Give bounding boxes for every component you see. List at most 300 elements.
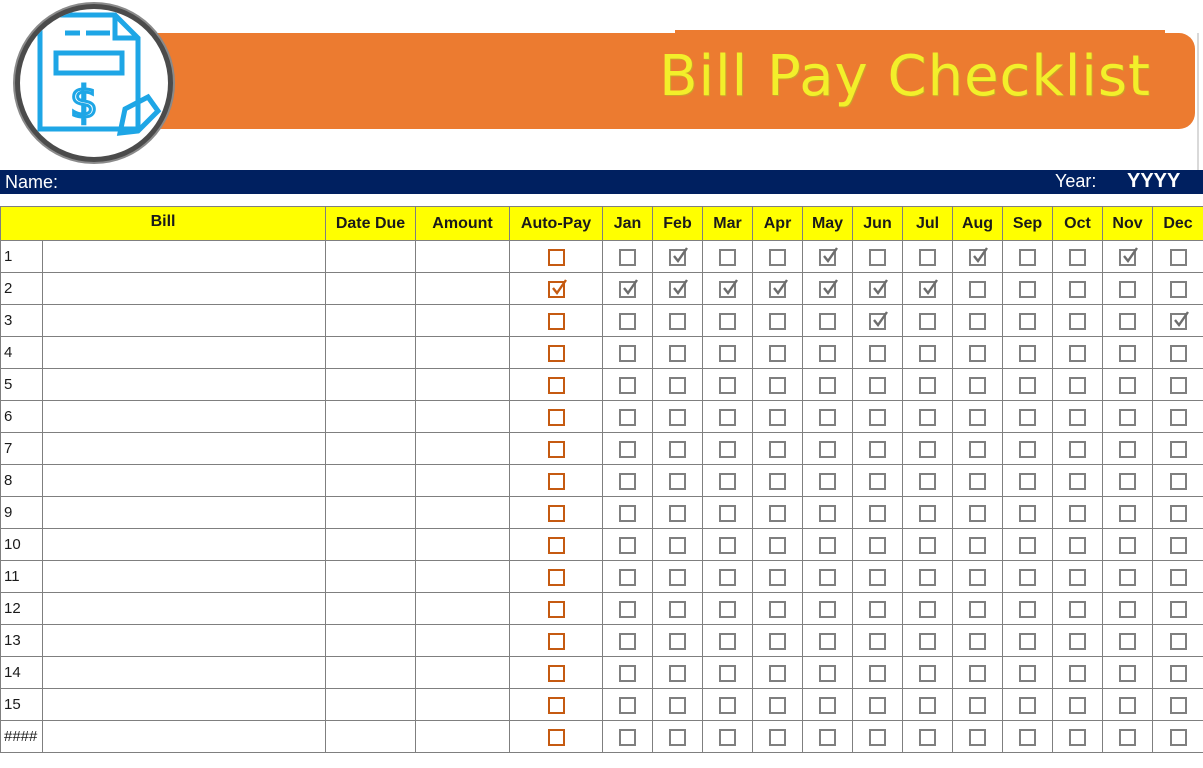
checkbox[interactable] — [1119, 633, 1136, 650]
checkbox[interactable] — [919, 377, 936, 394]
checkbox[interactable] — [719, 633, 736, 650]
date-due-cell[interactable] — [326, 369, 416, 401]
month-cell-jul — [903, 625, 953, 657]
bill-cell[interactable] — [43, 689, 326, 721]
checkbox[interactable] — [669, 505, 686, 522]
checkbox[interactable] — [869, 409, 886, 426]
date-due-cell[interactable] — [326, 529, 416, 561]
checkbox[interactable] — [1019, 537, 1036, 554]
checkbox[interactable] — [1019, 313, 1036, 330]
checkbox[interactable] — [619, 633, 636, 650]
checked-checkbox[interactable] — [669, 249, 686, 266]
checkbox[interactable] — [919, 249, 936, 266]
month-cell-jul — [903, 465, 953, 497]
checkbox[interactable] — [1119, 569, 1136, 586]
checkbox[interactable] — [869, 505, 886, 522]
checkbox[interactable] — [719, 569, 736, 586]
checkbox[interactable] — [719, 729, 736, 746]
checkbox[interactable] — [548, 601, 565, 618]
checkbox[interactable] — [769, 345, 786, 362]
checkbox[interactable] — [1119, 729, 1136, 746]
checkbox[interactable] — [619, 313, 636, 330]
month-cell-sep — [1003, 657, 1053, 689]
checkbox[interactable] — [819, 601, 836, 618]
checkbox[interactable] — [1019, 249, 1036, 266]
checkbox[interactable] — [669, 697, 686, 714]
checkbox[interactable] — [919, 505, 936, 522]
month-cell-nov — [1103, 337, 1153, 369]
checkbox[interactable] — [619, 537, 636, 554]
checkbox[interactable] — [719, 601, 736, 618]
checked-checkbox[interactable] — [819, 281, 836, 298]
checkbox[interactable] — [819, 665, 836, 682]
checkbox[interactable] — [1019, 569, 1036, 586]
amount-cell[interactable] — [416, 529, 510, 561]
check-mark-icon — [1172, 309, 1190, 329]
checkbox[interactable] — [1170, 409, 1187, 426]
checkbox[interactable] — [1019, 505, 1036, 522]
checkbox[interactable] — [1119, 473, 1136, 490]
checkbox[interactable] — [769, 313, 786, 330]
checkbox[interactable] — [619, 697, 636, 714]
checkbox[interactable] — [1069, 505, 1086, 522]
checkbox[interactable] — [969, 441, 986, 458]
month-cell-jan — [603, 689, 653, 721]
month-cell-dec — [1153, 721, 1203, 753]
checkbox[interactable] — [1019, 345, 1036, 362]
checkbox[interactable] — [769, 505, 786, 522]
checkbox[interactable] — [719, 409, 736, 426]
date-due-cell[interactable] — [326, 337, 416, 369]
checkbox[interactable] — [919, 601, 936, 618]
bill-cell[interactable] — [43, 337, 326, 369]
amount-cell[interactable] — [416, 241, 510, 273]
checkbox[interactable] — [919, 537, 936, 554]
checkbox[interactable] — [719, 665, 736, 682]
checkbox[interactable] — [548, 409, 565, 426]
check-mark-icon — [1121, 245, 1139, 265]
date-due-cell[interactable] — [326, 625, 416, 657]
checkbox[interactable] — [1069, 473, 1086, 490]
checkbox[interactable] — [719, 537, 736, 554]
checkbox[interactable] — [869, 569, 886, 586]
date-due-cell[interactable] — [326, 689, 416, 721]
checkbox[interactable] — [819, 697, 836, 714]
checkbox[interactable] — [869, 377, 886, 394]
month-cell-mar — [703, 721, 753, 753]
checked-checkbox[interactable] — [869, 313, 886, 330]
checkbox[interactable] — [1069, 569, 1086, 586]
bill-cell[interactable] — [43, 465, 326, 497]
checkbox[interactable] — [719, 377, 736, 394]
month-cell-jul — [903, 337, 953, 369]
date-due-cell[interactable] — [326, 273, 416, 305]
checkbox[interactable] — [669, 633, 686, 650]
checkbox[interactable] — [548, 537, 565, 554]
checkbox[interactable] — [669, 601, 686, 618]
checkbox[interactable] — [919, 441, 936, 458]
checkbox[interactable] — [769, 377, 786, 394]
checkbox[interactable] — [1019, 473, 1036, 490]
date-due-cell[interactable] — [326, 241, 416, 273]
checkbox[interactable] — [719, 345, 736, 362]
amount-cell[interactable] — [416, 369, 510, 401]
amount-cell[interactable] — [416, 625, 510, 657]
month-cell-dec — [1153, 241, 1203, 273]
checkbox[interactable] — [819, 633, 836, 650]
checkbox[interactable] — [769, 441, 786, 458]
checkbox[interactable] — [969, 633, 986, 650]
checkbox[interactable] — [1170, 377, 1187, 394]
checkbox[interactable] — [819, 729, 836, 746]
checkbox[interactable] — [1069, 601, 1086, 618]
checkbox[interactable] — [969, 697, 986, 714]
checkbox[interactable] — [1170, 569, 1187, 586]
checkbox[interactable] — [1069, 537, 1086, 554]
month-cell-oct — [1053, 593, 1103, 625]
checked-checkbox[interactable] — [619, 281, 636, 298]
checkbox[interactable] — [869, 441, 886, 458]
checkbox[interactable] — [819, 313, 836, 330]
month-cell-aug — [953, 273, 1003, 305]
checkbox[interactable] — [919, 569, 936, 586]
checkbox[interactable] — [719, 473, 736, 490]
checkbox[interactable] — [1170, 441, 1187, 458]
checkbox[interactable] — [919, 697, 936, 714]
checkbox[interactable] — [1170, 697, 1187, 714]
month-cell-nov — [1103, 273, 1153, 305]
checkbox[interactable] — [1170, 537, 1187, 554]
checkbox[interactable] — [1119, 665, 1136, 682]
checkbox[interactable] — [669, 441, 686, 458]
month-cell-jul — [903, 689, 953, 721]
checkbox[interactable] — [548, 313, 565, 330]
amount-cell[interactable] — [416, 337, 510, 369]
checkbox[interactable] — [1119, 345, 1136, 362]
checked-checkbox[interactable] — [919, 281, 936, 298]
checkbox[interactable] — [1119, 537, 1136, 554]
checkbox[interactable] — [769, 473, 786, 490]
date-due-cell[interactable] — [326, 721, 416, 753]
checkbox[interactable] — [619, 665, 636, 682]
checkbox[interactable] — [1170, 665, 1187, 682]
checkbox[interactable] — [619, 249, 636, 266]
checkbox[interactable] — [1170, 601, 1187, 618]
checkbox[interactable] — [969, 345, 986, 362]
checkbox[interactable] — [1069, 313, 1086, 330]
checkbox[interactable] — [1019, 377, 1036, 394]
checked-checkbox[interactable] — [1170, 313, 1187, 330]
checkbox[interactable] — [769, 665, 786, 682]
checked-checkbox[interactable] — [819, 249, 836, 266]
date-due-cell[interactable] — [326, 497, 416, 529]
checkbox[interactable] — [1069, 409, 1086, 426]
month-cell-aug — [953, 465, 1003, 497]
bill-cell[interactable] — [43, 593, 326, 625]
checkbox[interactable] — [769, 537, 786, 554]
month-cell-may — [803, 689, 853, 721]
checkbox[interactable] — [619, 409, 636, 426]
month-cell-sep — [1003, 273, 1053, 305]
checkbox[interactable] — [548, 345, 565, 362]
checkbox[interactable] — [869, 665, 886, 682]
amount-cell[interactable] — [416, 561, 510, 593]
month-cell-jan — [603, 593, 653, 625]
checkbox[interactable] — [669, 569, 686, 586]
checkbox[interactable] — [619, 441, 636, 458]
month-cell-may — [803, 273, 853, 305]
checkbox[interactable] — [719, 505, 736, 522]
checkbox[interactable] — [869, 537, 886, 554]
checkbox[interactable] — [819, 505, 836, 522]
checkbox[interactable] — [869, 729, 886, 746]
bill-cell[interactable] — [43, 721, 326, 753]
checkbox[interactable] — [969, 473, 986, 490]
table-row — [1, 273, 1203, 305]
checkbox[interactable] — [1170, 281, 1187, 298]
month-cell-aug — [953, 657, 1003, 689]
checkbox[interactable] — [969, 537, 986, 554]
checkbox[interactable] — [548, 569, 565, 586]
month-cell-sep — [1003, 465, 1053, 497]
checkbox[interactable] — [669, 729, 686, 746]
bill-cell[interactable] — [43, 305, 326, 337]
bill-cell[interactable] — [43, 529, 326, 561]
checkbox[interactable] — [869, 249, 886, 266]
amount-cell[interactable] — [416, 465, 510, 497]
month-cell-sep — [1003, 401, 1053, 433]
checked-checkbox[interactable] — [719, 281, 736, 298]
bill-cell[interactable] — [43, 497, 326, 529]
checkbox[interactable] — [769, 601, 786, 618]
checkbox[interactable] — [1170, 633, 1187, 650]
amount-cell[interactable] — [416, 273, 510, 305]
month-cell-may — [803, 721, 853, 753]
checkbox[interactable] — [969, 505, 986, 522]
bill-cell[interactable] — [43, 241, 326, 273]
checkbox[interactable] — [769, 409, 786, 426]
checkbox[interactable] — [719, 313, 736, 330]
checkbox[interactable] — [1019, 601, 1036, 618]
checkbox[interactable] — [819, 473, 836, 490]
month-cell-feb — [653, 465, 703, 497]
date-due-cell[interactable] — [326, 401, 416, 433]
date-due-cell[interactable] — [326, 465, 416, 497]
row-number: 11 — [1, 561, 43, 593]
checkbox[interactable] — [1069, 441, 1086, 458]
bill-cell[interactable] — [43, 561, 326, 593]
checkbox[interactable] — [1170, 505, 1187, 522]
checkbox[interactable] — [669, 377, 686, 394]
amount-cell[interactable] — [416, 433, 510, 465]
checkbox[interactable] — [819, 345, 836, 362]
checkbox[interactable] — [919, 473, 936, 490]
amount-cell[interactable] — [416, 721, 510, 753]
date-due-cell[interactable] — [326, 593, 416, 625]
amount-cell[interactable] — [416, 593, 510, 625]
month-cell-feb — [653, 497, 703, 529]
bill-cell[interactable] — [43, 625, 326, 657]
checkbox[interactable] — [769, 249, 786, 266]
checkbox[interactable] — [669, 313, 686, 330]
checkbox[interactable] — [1069, 729, 1086, 746]
checkbox[interactable] — [869, 473, 886, 490]
checkbox[interactable] — [1019, 281, 1036, 298]
checkbox[interactable] — [919, 409, 936, 426]
checked-checkbox[interactable] — [969, 249, 986, 266]
bill-cell[interactable] — [43, 433, 326, 465]
checkbox[interactable] — [1019, 729, 1036, 746]
checkbox[interactable] — [769, 697, 786, 714]
checkbox[interactable] — [1019, 441, 1036, 458]
checkbox[interactable] — [619, 569, 636, 586]
checkbox[interactable] — [1069, 281, 1086, 298]
checkbox[interactable] — [1119, 409, 1136, 426]
checkbox[interactable] — [619, 473, 636, 490]
checked-checkbox[interactable] — [869, 281, 886, 298]
checkbox[interactable] — [1019, 697, 1036, 714]
checkbox[interactable] — [548, 665, 565, 682]
checkbox[interactable] — [1119, 313, 1136, 330]
amount-cell[interactable] — [416, 689, 510, 721]
checkbox[interactable] — [1069, 377, 1086, 394]
checkbox[interactable] — [548, 473, 565, 490]
checkbox[interactable] — [1119, 697, 1136, 714]
table-row — [1, 241, 1203, 273]
checkbox[interactable] — [548, 441, 565, 458]
checkbox[interactable] — [769, 569, 786, 586]
checkbox[interactable] — [669, 537, 686, 554]
checkbox[interactable] — [819, 569, 836, 586]
bill-cell[interactable] — [43, 273, 326, 305]
checkbox[interactable] — [969, 409, 986, 426]
checkbox[interactable] — [919, 345, 936, 362]
bill-cell[interactable] — [43, 401, 326, 433]
amount-cell[interactable] — [416, 657, 510, 689]
checkbox[interactable] — [969, 601, 986, 618]
checkbox[interactable] — [769, 729, 786, 746]
checkbox[interactable] — [548, 633, 565, 650]
checkbox[interactable] — [969, 377, 986, 394]
bill-cell[interactable] — [43, 369, 326, 401]
checkbox[interactable] — [919, 729, 936, 746]
checkbox[interactable] — [819, 377, 836, 394]
checkbox[interactable] — [969, 729, 986, 746]
month-cell-aug — [953, 529, 1003, 561]
month-cell-sep — [1003, 721, 1053, 753]
checked-checkbox[interactable] — [669, 281, 686, 298]
amount-cell[interactable] — [416, 401, 510, 433]
checkbox[interactable] — [548, 505, 565, 522]
checkbox[interactable] — [719, 249, 736, 266]
checkbox[interactable] — [969, 313, 986, 330]
checkbox[interactable] — [969, 665, 986, 682]
year-value[interactable]: YYYY — [1127, 170, 1181, 192]
checkbox[interactable] — [1069, 665, 1086, 682]
month-cell-apr — [753, 433, 803, 465]
checkbox[interactable] — [1119, 377, 1136, 394]
checkbox[interactable] — [669, 409, 686, 426]
checkbox[interactable] — [1069, 633, 1086, 650]
date-due-cell[interactable] — [326, 657, 416, 689]
checkbox[interactable] — [769, 633, 786, 650]
checkbox[interactable] — [1119, 441, 1136, 458]
auto-pay-cell — [510, 273, 603, 305]
checkbox[interactable] — [619, 505, 636, 522]
date-due-cell[interactable] — [326, 305, 416, 337]
checkbox[interactable] — [819, 441, 836, 458]
checkbox[interactable] — [869, 345, 886, 362]
amount-cell[interactable] — [416, 305, 510, 337]
checkbox[interactable] — [719, 697, 736, 714]
checkbox[interactable] — [669, 665, 686, 682]
checkbox[interactable] — [1119, 505, 1136, 522]
checkbox[interactable] — [548, 697, 565, 714]
checkbox[interactable] — [1069, 697, 1086, 714]
month-cell-jun — [853, 401, 903, 433]
checkbox[interactable] — [919, 633, 936, 650]
month-cell-oct — [1053, 561, 1103, 593]
date-due-cell[interactable] — [326, 433, 416, 465]
month-cell-jul — [903, 561, 953, 593]
checkbox[interactable] — [548, 729, 565, 746]
month-cell-feb — [653, 369, 703, 401]
checkbox[interactable] — [919, 665, 936, 682]
checkbox[interactable] — [719, 441, 736, 458]
checkbox[interactable] — [1170, 729, 1187, 746]
checkbox[interactable] — [869, 633, 886, 650]
table-row — [1, 625, 1203, 657]
row-number: 5 — [1, 369, 43, 401]
amount-cell[interactable] — [416, 497, 510, 529]
checkbox[interactable] — [669, 473, 686, 490]
date-due-cell[interactable] — [326, 561, 416, 593]
checkbox[interactable] — [919, 313, 936, 330]
checkbox[interactable] — [819, 409, 836, 426]
checkbox[interactable] — [1019, 665, 1036, 682]
checkbox[interactable] — [1170, 345, 1187, 362]
month-cell-jun — [853, 625, 903, 657]
checkbox[interactable] — [1069, 249, 1086, 266]
checkbox[interactable] — [869, 697, 886, 714]
checkbox[interactable] — [1019, 409, 1036, 426]
checkbox[interactable] — [1119, 281, 1136, 298]
checkbox[interactable] — [669, 345, 686, 362]
month-cell-oct — [1053, 433, 1103, 465]
checkbox[interactable] — [969, 281, 986, 298]
checkbox[interactable] — [969, 569, 986, 586]
checkbox[interactable] — [1069, 345, 1086, 362]
bill-cell[interactable] — [43, 657, 326, 689]
checkbox[interactable] — [619, 601, 636, 618]
checkbox[interactable] — [1170, 249, 1187, 266]
checked-checkbox[interactable] — [548, 281, 565, 298]
checked-checkbox[interactable] — [769, 281, 786, 298]
checkbox[interactable] — [1019, 633, 1036, 650]
checkbox[interactable] — [619, 377, 636, 394]
checked-checkbox[interactable] — [1119, 249, 1136, 266]
checkbox[interactable] — [548, 249, 565, 266]
checkbox[interactable] — [548, 377, 565, 394]
checkbox[interactable] — [819, 537, 836, 554]
month-cell-sep — [1003, 593, 1053, 625]
checkbox[interactable] — [1119, 601, 1136, 618]
checkbox[interactable] — [619, 345, 636, 362]
checkbox[interactable] — [869, 601, 886, 618]
checkbox[interactable] — [1170, 473, 1187, 490]
checkbox[interactable] — [619, 729, 636, 746]
month-cell-sep — [1003, 337, 1053, 369]
